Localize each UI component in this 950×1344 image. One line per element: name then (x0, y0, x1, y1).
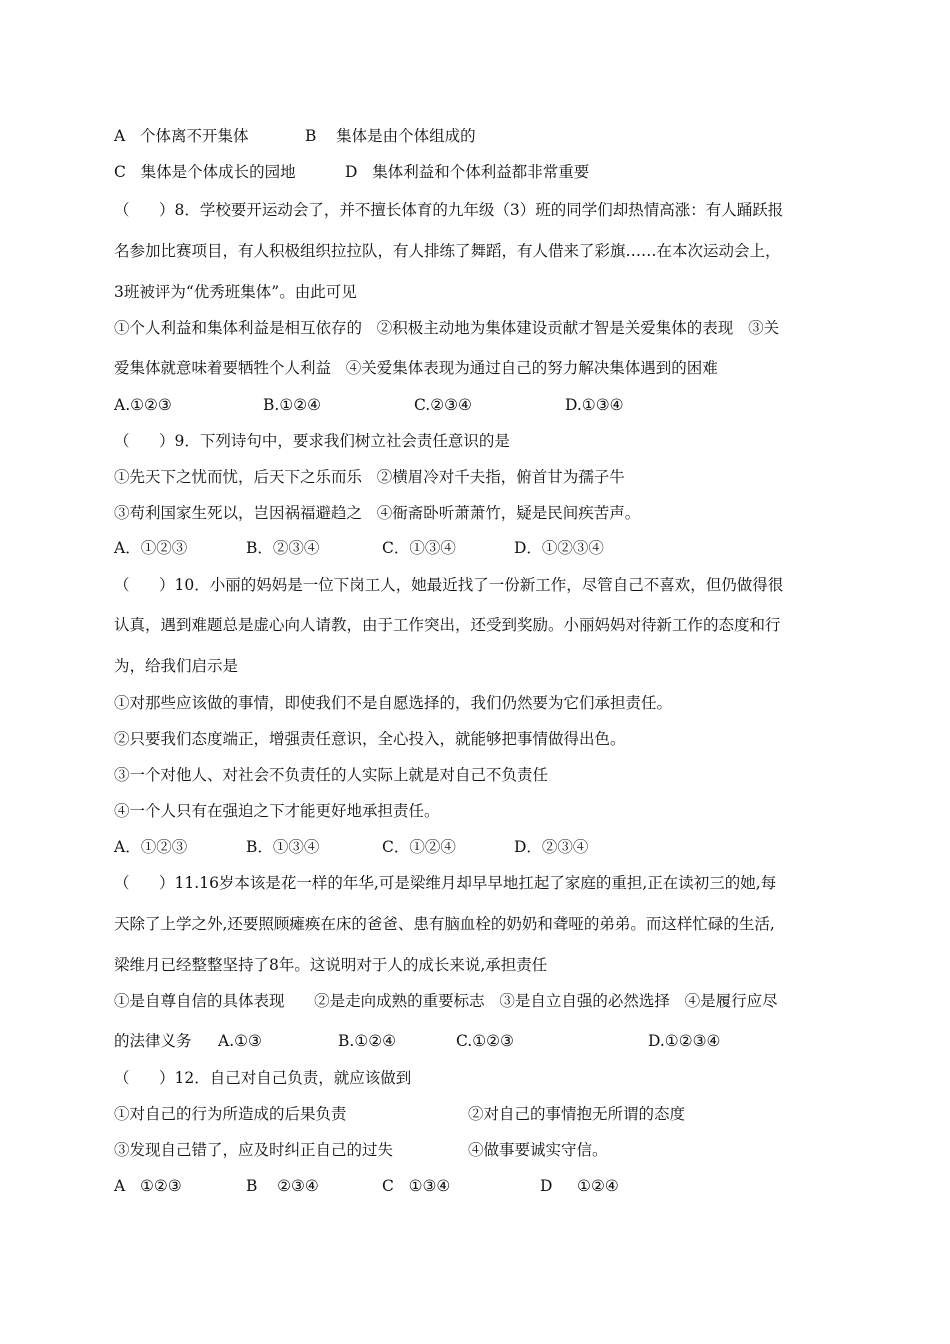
q12-stem-line-1: （ ）12．自己对自己负责，就应该做到 (114, 1069, 412, 1087)
q8-stem-line-1: （ ）8．学校要开运动会了，并不擅长体育的九年级（3）班的同学们却热情高涨：有人踊跃报 (114, 201, 784, 219)
q11-option-a: A.①③ (218, 1032, 262, 1050)
q9-option-a: A．①②③ (114, 539, 188, 557)
q11-statement-line-1: ①是自尊自信的具体表现 ②是走向成熟的重要标志 ③是自立自强的必然选择 ④是履行应尽 (114, 992, 778, 1010)
q10-option-d: D．②③④ (514, 838, 589, 856)
q7-option-d: D 集体利益和个体利益都非常重要 (345, 163, 590, 181)
q11-option-b: B.①②④ (338, 1032, 397, 1050)
q9-option-d: D．①②③④ (514, 539, 604, 557)
q11-option-d: D.①②③④ (648, 1032, 721, 1050)
q12-statement-2: ②对自己的事情抱无所谓的态度 (468, 1105, 686, 1123)
q11-stem-line-3: 梁维月已经整整坚持了8年。这说明对于人的成长来说,承担责任 (114, 956, 548, 974)
q11-stem-line-2: 天除了上学之外,还要照顾瘫痪在床的爸爸、患有脑血栓的奶奶和聋哑的弟弟。而这样忙碌的生活, (114, 915, 775, 933)
q10-option-c: C．①②④ (382, 838, 456, 856)
q10-statement-2: ②只要我们态度端正，增强责任意识，全心投入，就能够把事情做得出色。 (114, 730, 626, 748)
q8-stem-line-2: 名参加比赛项目，有人积极组织拉拉队，有人排练了舞蹈，有人借来了彩旗……在本次运动会上， (114, 242, 781, 260)
q9-statement-line-1: ①先天下之忧而忧，后天下之乐而乐 ②横眉冷对千夫指，俯首甘为孺子牛 (114, 468, 625, 486)
q11-stem-line-1: （ ）11.16岁本该是花一样的年华,可是梁维月却早早地扛起了家庭的重担,正在读初三的她,每 (114, 874, 777, 892)
q10-statement-3: ③一个对他人、对社会不负责任的人实际上就是对自己不负责任 (114, 766, 549, 784)
q11-statement-line-2: 的法律义务 (114, 1032, 192, 1050)
q12-statement-3: ③发现自己错了，应及时纠正自己的过失 (114, 1141, 394, 1159)
q9-option-b: B．②③④ (246, 539, 320, 557)
q8-stem-line-3: 3班被评为“优秀班集体”。由此可见 (114, 283, 357, 301)
q9-statement-line-2: ③苟利国家生死以，岂因祸福避趋之 ④衙斋卧听萧萧竹，疑是民间疾苦声。 (114, 504, 641, 522)
q8-option-c: C.②③④ (414, 396, 472, 414)
q9-option-c: C．①③④ (382, 539, 456, 557)
q10-stem-line-1: （ ）10．小丽的妈妈是一位下岗工人，她最近找了一份新工作，尽管自己不喜欢，但仍做得很 (114, 576, 784, 594)
q9-stem-line-1: （ ）9．下列诗句中，要求我们树立社会责任意识的是 (114, 432, 510, 450)
q8-statement-line-2: 爱集体就意味着要牺牲个人利益 ④关爱集体表现为通过自己的努力解决集体遇到的困难 (114, 359, 718, 377)
q11-option-c: C.①②③ (456, 1032, 514, 1050)
q12-statement-1: ①对自己的行为所造成的后果负责 (114, 1105, 347, 1123)
q8-option-b: B.①②④ (263, 396, 322, 414)
q10-statement-4: ④一个人只有在强迫之下才能更好地承担责任。 (114, 802, 440, 820)
q7-option-b: B 集体是由个体组成的 (305, 127, 476, 145)
q12-statement-4: ④做事要诚实守信。 (468, 1141, 608, 1159)
q10-stem-line-2: 认真，遇到难题总是虚心向人请教，由于工作突出，还受到奖励。小丽妈妈对待新工作的态度和行 (114, 616, 781, 634)
q10-option-a: A．①②③ (114, 838, 188, 856)
q8-option-d: D.①③④ (565, 396, 624, 414)
q7-option-a: A 个体离不开集体 (114, 127, 249, 145)
q7-option-c: C 集体是个体成长的园地 (114, 163, 296, 181)
q10-option-b: B．①③④ (246, 838, 320, 856)
q12-option-b: B ②③④ (246, 1177, 319, 1195)
q12-option-a: A ①②③ (114, 1177, 182, 1195)
q8-option-a: A.①②③ (114, 396, 172, 414)
q12-option-c: C ①③④ (382, 1177, 451, 1195)
q10-statement-1: ①对那些应该做的事情，即使我们不是自愿选择的，我们仍然要为它们承担责任。 (114, 694, 673, 712)
q10-stem-line-3: 为，给我们启示是 (114, 657, 239, 675)
q8-statement-line-1: ①个人利益和集体利益是相互依存的 ②积极主动地为集体建设贡献才智是关爱集体的表现 ③关 (114, 319, 780, 337)
q12-option-d: D ①②④ (540, 1177, 619, 1195)
